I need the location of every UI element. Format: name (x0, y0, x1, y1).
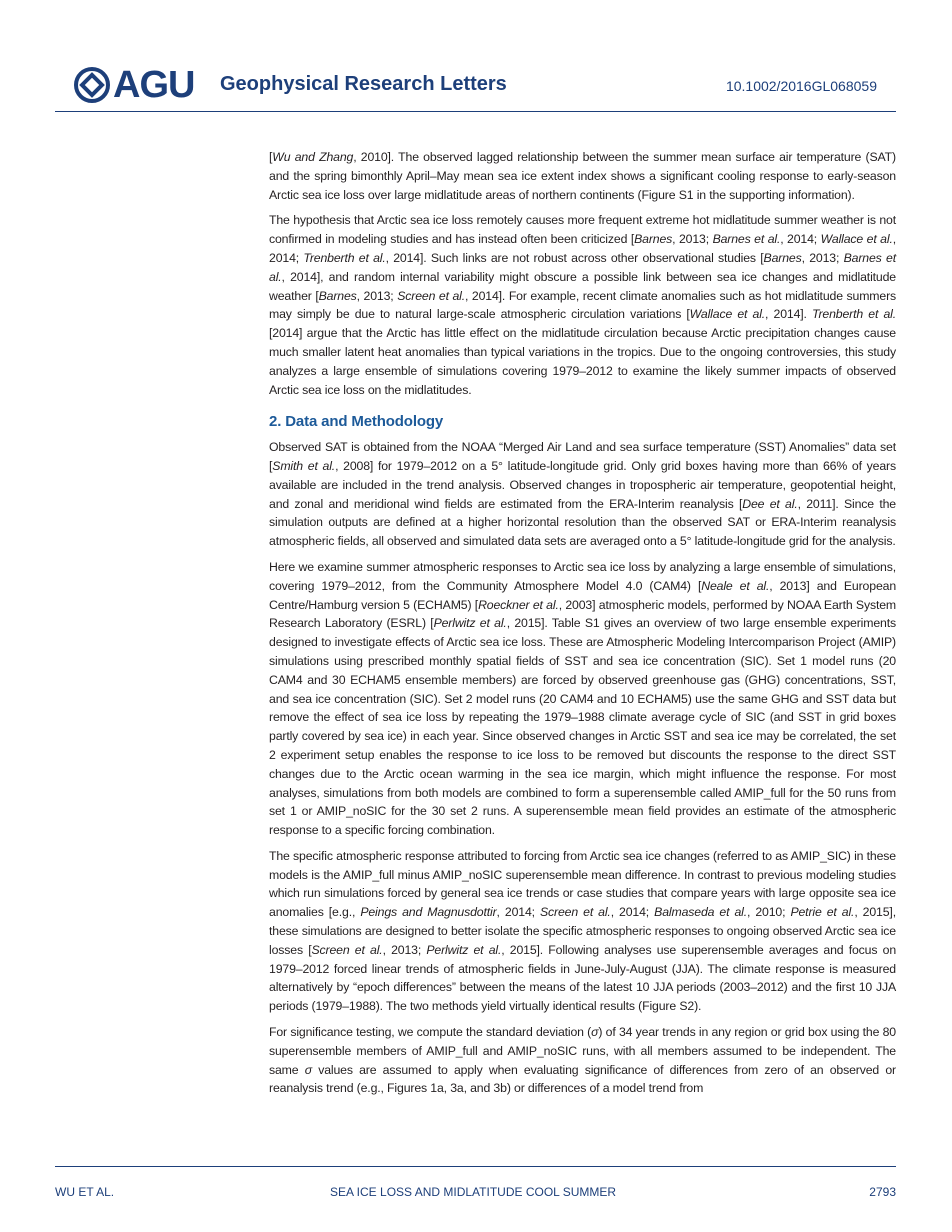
body-text: , 2011]. Since the simulation outputs are defined at a higher horizontal resolution than the observed SAT or ERA-Interim reanalysis atmospheric fields, all observed and simulated data sets are averaged onto a 5° latitude-longitude grid for the analysis. (269, 496, 896, 549)
body-text: [ (269, 150, 273, 164)
body-text: ) of 34 year trends in any region or grid box using the 80 superensemble members of AMIP_full and AMIP_noSIC runs, with all members assumed to be independent. The same (269, 1025, 896, 1077)
agu-logo (74, 66, 194, 104)
body-text: , 2015]. Table S1 gives an overview of two large ensemble experiments designed to investigate effects of Arctic sea ice loss. These are Atmospheric Modeling Intercomparison Project (AMIP) simulations using prescribed monthly spatial fields of SST and sea ice concentration (SIC). Set 1 model runs (20 CAM4 and 30 ECHAM5 ensemble members) are forced by observed greenhouse gas (GHG) concentrations, SST, and sea ice concentration (SIC). Set 2 model runs (20 CAM4 and 10 ECHAM5) use the same GHG and SST data but remove the effect of sea ice loss by repeating the 1979–1988 climate average cycle of SIC (and SST in grid boxes partly covered by sea ice) in each year. Since observed changes in Arctic SST and sea ice may be correlated, the set 2 experiment setup enables the response to ice loss to be removed but discounts the response to the direct SST changes due to the Arctic ocean warming in the sea ice margin, which might influence the response. For most analyses, simulations from both models are combined to form a superensemble called AMIP_full for the 50 runs from set 1 or AMIP_noSIC for the 30 set 2 runs. A superensemble mean field provides an estimate of the atmospheric response to a specific forcing combination. (269, 616, 896, 838)
footer-running-title: SEA ICE LOSS AND MIDLATITUDE COOL SUMMER (330, 1185, 617, 1199)
body-text: Observed SAT is obtained from the NOAA “Merged Air Land and sea surface temperature (SST) Anomalies” data set [ (269, 440, 896, 473)
citation-text: Barnes (634, 232, 673, 247)
citation-text: σ (304, 1062, 312, 1077)
paragraph (269, 211, 896, 399)
body-text: , 2014]. Such links are not robust across other observational studies [ (385, 250, 764, 265)
section-heading: 2. Data and Methodology (269, 413, 444, 431)
paragraph (269, 148, 896, 204)
citation-text: Neale et al. (701, 578, 770, 593)
citation-text: Roeckner et al. (478, 597, 559, 612)
body-text: , 2003] atmospheric models, performed by NOAA Earth System Research Laboratory (ESRL) [ (269, 597, 896, 631)
paragraph (269, 558, 896, 840)
citation-text: Screen et al. (539, 905, 611, 920)
body-text: , 2008] for 1979–2012 on a 5° latitude-longitude grid. Only grid boxes having more than 66% of years available are included in the trend analysis. Observed changes in tropospheric air temperature, geopotential height, and zonal and meridional wind fields are estimated from the ERA-Interim reanalysis [ (269, 458, 896, 511)
body-text: , 2015], these simulations are designed to better isolate the specific atmospheric responses to ongoing observed Arctic sea ice losses [ (269, 905, 896, 957)
body-text: , 2013; (801, 250, 844, 265)
citation-text: Trenberth et al. (812, 307, 896, 322)
agu-logo-icon (74, 67, 110, 103)
header-rule (55, 111, 896, 112)
citation-text: Petrie et al. (790, 905, 855, 920)
body-text: , 2014]. (765, 307, 813, 322)
citation-text: σ (591, 1025, 599, 1040)
citation-text: Barnes (763, 250, 802, 265)
citation-text: Dee et al. (742, 496, 798, 511)
citation-text: Screen et al. (397, 288, 466, 303)
citation-text: Screen et al. (311, 942, 383, 957)
citation-text: Trenberth et al. (303, 250, 386, 265)
citation-text: Barnes et al. (712, 232, 781, 247)
body-text: , 2015]. Following analyses use superensemble averages and focus on 1979–2012 forced linear trends of atmospheric fields in June-July-August (JJA). The climate response is measured alternatively by “epoch differences” between the means of the latest 10 JJA periods (2003–2012) and the first 10 JJA periods (1979–1988). The two methods yield virtually identical results (Figure S2). (269, 942, 897, 1014)
paragraph (269, 1023, 896, 1098)
citation-text: Balmaseda et al. (654, 905, 747, 920)
body-text: , 2013; (382, 942, 427, 957)
page-number: 2793 (869, 1185, 896, 1199)
body-text: For significance testing, we compute the standard deviation ( (269, 1025, 592, 1040)
citation-text: Peings and Magnusdottir (360, 905, 497, 920)
citation-text: Perlwitz et al. (433, 616, 507, 631)
body-text: The specific atmospheric response attributed to forcing from Arctic sea ice changes (referred to as AMIP_SIC) in these models is the AMIP_full minus AMIP_noSIC superensemble mean difference. In contrast to previous modeling studies which run simulations forced by general sea ice trends or case studies that compare years with large opposite sea ice anomalies [e.g., (269, 848, 896, 920)
body-text: The hypothesis that Arctic sea ice loss remotely causes more frequent extreme hot midlatitude summer weather is not confirmed in modeling studies and has instead often been criticized [ (269, 213, 896, 247)
body-text: Here we examine summer atmospheric responses to Arctic sea ice loss by analyzing a large ensemble of simulations, covering 1979–2012, from the Community Atmosphere Model 4.0 (CAM4) [ (269, 559, 896, 593)
body-text: , 2013; (672, 232, 713, 247)
body-text: , 2010]. The observed lagged relationship between the summer mean surface air temperature (SAT) and the spring bimonthly April–May mean sea ice extent index shows a significant cooling response to early-season Arctic sea ice loss over large midlatitude areas of northern continents (Figure S1 in the supporting information). (269, 150, 896, 202)
citation-text: Smith et al. (272, 458, 336, 473)
citation-text: Barnes (318, 288, 357, 303)
journal-title: Geophysical Research Letters (220, 73, 507, 95)
body-text: [2014] argue that the Arctic has little effect on the midlatitude circulation because Arctic precipitation changes cause much smaller latent heat anomalies than typical variations in the tropics. Due to the ongoing controversies, this study analyzes a large ensemble of simulations covering 1979–2012 to examine the likely summer impacts of observed Arctic sea ice loss on the midlatitudes. (269, 326, 896, 397)
footer-rule (55, 1166, 896, 1167)
citation-text: Perlwitz et al. (426, 942, 502, 957)
body-text: , 2014]. For example, recent climate anomalies such as hot midlatitude summers may simply be due to natural large-scale atmospheric circulation variations [ (269, 288, 897, 322)
agu-logo-text: AGU (113, 64, 195, 106)
body-text: , 2014; (269, 232, 896, 265)
doi: 10.1002/2016GL068059 (725, 78, 877, 94)
body-text: , 2013; (356, 288, 398, 303)
citation-text: Barnes et al. (269, 250, 896, 284)
body-text: , 2014; (496, 905, 540, 920)
body-text: , 2010; (746, 905, 791, 920)
citation-text: Wallace et al. (820, 232, 893, 247)
citation-text: Wallace et al. (689, 307, 766, 322)
body-text: values are assumed to apply when evaluating significance of differences from zero of an observed or reanalysis trend (e.g., Figures 1a, 3a, and 3b) or differences of a model trend from (269, 1062, 896, 1096)
footer-authors: WU ET AL. (55, 1185, 115, 1199)
article-body (269, 148, 896, 1105)
citation-text: Wu and Zhang (272, 150, 354, 164)
body-text: , 2014], and random internal variability might obscure a possible link between sea ice changes and midlatitude weather [ (269, 269, 896, 303)
paragraph (269, 847, 896, 1016)
body-text: , 2013] and European Centre/Hamburg version 5 (ECHAM5) [ (269, 578, 897, 612)
body-text: , 2014; (780, 232, 821, 247)
paragraph (269, 438, 896, 551)
body-text: , 2014; (610, 905, 655, 920)
